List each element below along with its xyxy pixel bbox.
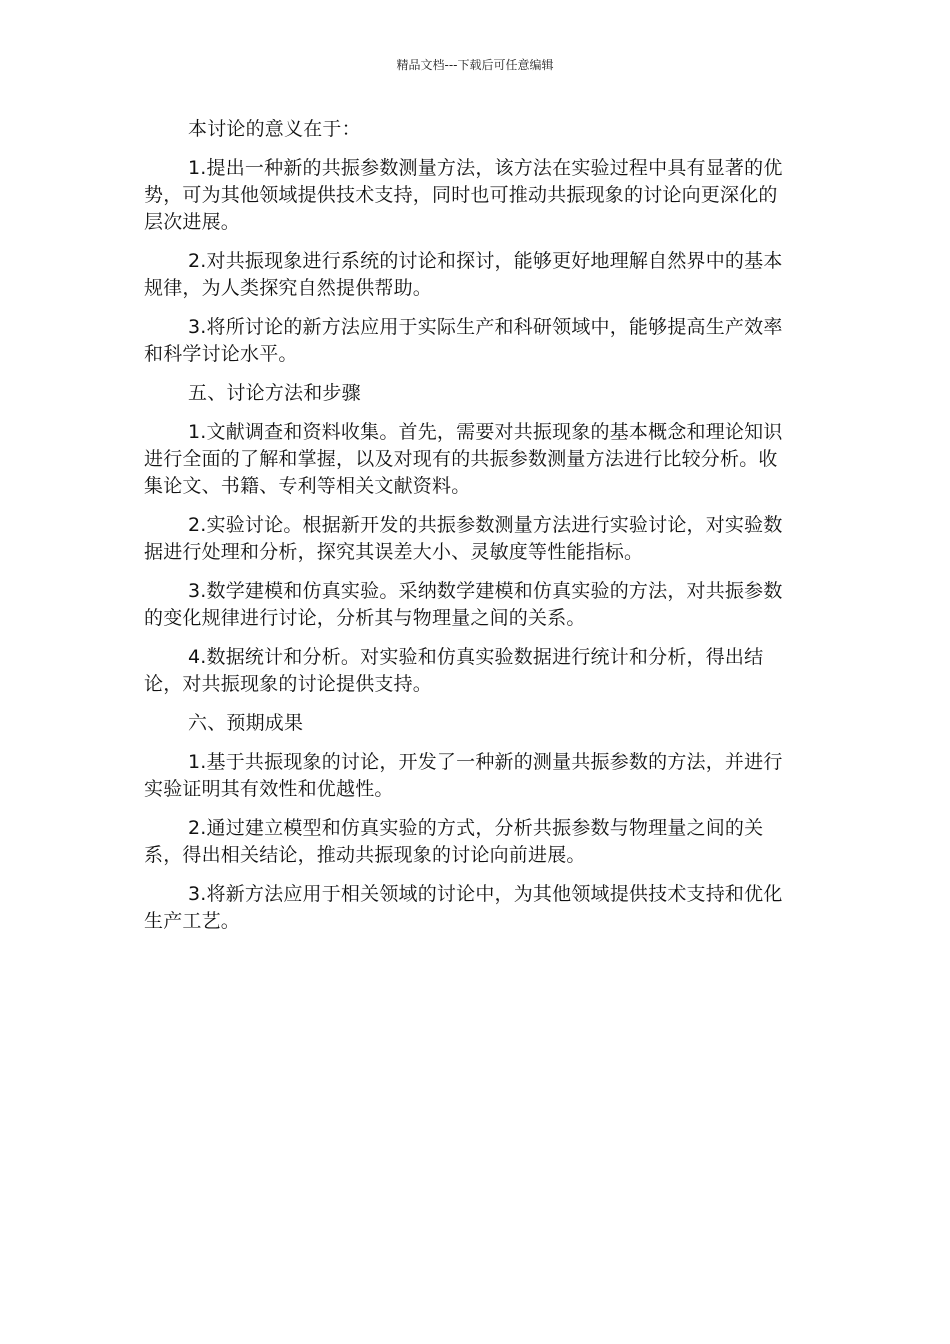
method-item-1: 1.文献调查和资料收集。首先，需要对共振现象的基本概念和理论知识进行全面的了解和掌握，以及对现有的共振参数测量方法进行比较分析。收集论文、书籍、专利等相关文献资料。 <box>144 421 783 497</box>
method-item-3: 3.数学建模和仿真实验。采纳数学建模和仿真实验的方法，对共振参数的变化规律进行讨论，分析其与物理量之间的关系。 <box>144 580 783 629</box>
page-header: 精品文档---下载后可任意编辑 <box>396 58 554 72</box>
intro-paragraph: 本讨论的意义在于： <box>188 118 361 140</box>
significance-item-2: 2.对共振现象进行系统的讨论和探讨，能够更好地理解自然界中的基本规律，为人类探究自然提供帮助。 <box>144 250 783 299</box>
document-body <box>144 116 794 947</box>
significance-item-1: 1.提出一种新的共振参数测量方法，该方法在实验过程中具有显著的优势，可为其他领域提供技术支持，同时也可推动共振现象的讨论向更深化的层次进展。 <box>144 157 783 233</box>
section-heading-outcomes: 六、预期成果 <box>188 712 304 734</box>
method-item-2: 2.实验讨论。根据新开发的共振参数测量方法进行实验讨论，对实验数据进行处理和分析，探究其误差大小、灵敏度等性能指标。 <box>144 514 783 563</box>
outcome-item-2: 2.通过建立模型和仿真实验的方式，分析共振参数与物理量之间的关系，得出相关结论，推动共振现象的讨论向前进展。 <box>144 817 764 866</box>
method-item-4: 4.数据统计和分析。对实验和仿真实验数据进行统计和分析，得出结论，对共振现象的讨论提供支持。 <box>144 646 764 695</box>
outcome-item-1: 1.基于共振现象的讨论，开发了一种新的测量共振参数的方法，并进行实验证明其有效性和优越性。 <box>144 751 783 800</box>
section-heading-methods: 五、讨论方法和步骤 <box>188 382 361 404</box>
outcome-item-3: 3.将新方法应用于相关领域的讨论中，为其他领域提供技术支持和优化生产工艺。 <box>144 883 783 932</box>
significance-item-3: 3.将所讨论的新方法应用于实际生产和科研领域中，能够提高生产效率和科学讨论水平。 <box>144 316 783 365</box>
